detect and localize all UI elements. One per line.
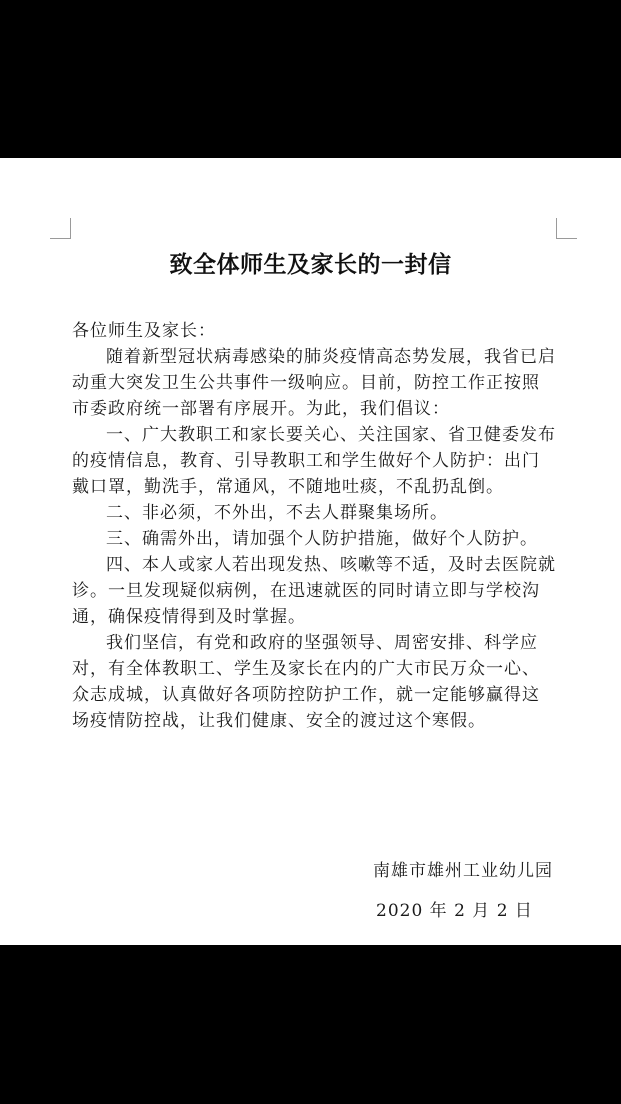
document-page [0,158,621,945]
letter-date: 2020 年 2 月 2 日 [376,901,533,921]
letter-signature-organization: 南雄市雄州工业幼儿园 [373,861,553,881]
letter-greeting: 各位师生及家长： [72,321,216,341]
letter-intro-paragraph: 随着新型冠状病毒感染的肺炎疫情高态势发展，我省已启动重大突发卫生公共事件一级响应。目前，防控工作正按照市委政府统一部署有序展开。为此，我们倡议： [72,347,556,419]
letter-signature-block [0,858,621,884]
letter-item-2: 二、非必须，不外出，不去人群聚集场所。 [106,503,448,523]
letter-closing-paragraph: 我们坚信，有党和政府的坚强领导、周密安排、科学应对，有全体教职工、学生及家长在内的广大市民万众一心、众志成城，认真做好各项防控防护工作，就一定能够赢得这场疫情防控战，让我们健康、安全的渡过这个寒假。 [72,633,540,731]
letter-item-3: 三、确需外出，请加强个人防护措施，做好个人防护。 [106,529,538,549]
letter-title: 致全体师生及家长的一封信 [169,252,452,278]
letter-item-1: 一、广大教职工和家长要关心、关注国家、省卫健委发布的疫情信息，教育、引导教职工和学生做好个人防护：出门戴口罩，勤洗手，常通风，不随地吐痰，不乱扔乱倒。 [72,425,556,497]
letter-body [72,318,556,734]
page-margin-corner-mark [556,218,577,239]
page-margin-corner-mark [50,218,71,239]
letter-item-4: 四、本人或家人若出现发热、咳嗽等不适，及时去医院就诊。一旦发现疑似病例，在迅速就医的同时请立即与学校沟通，确保疫情得到及时掌握。 [72,555,556,627]
